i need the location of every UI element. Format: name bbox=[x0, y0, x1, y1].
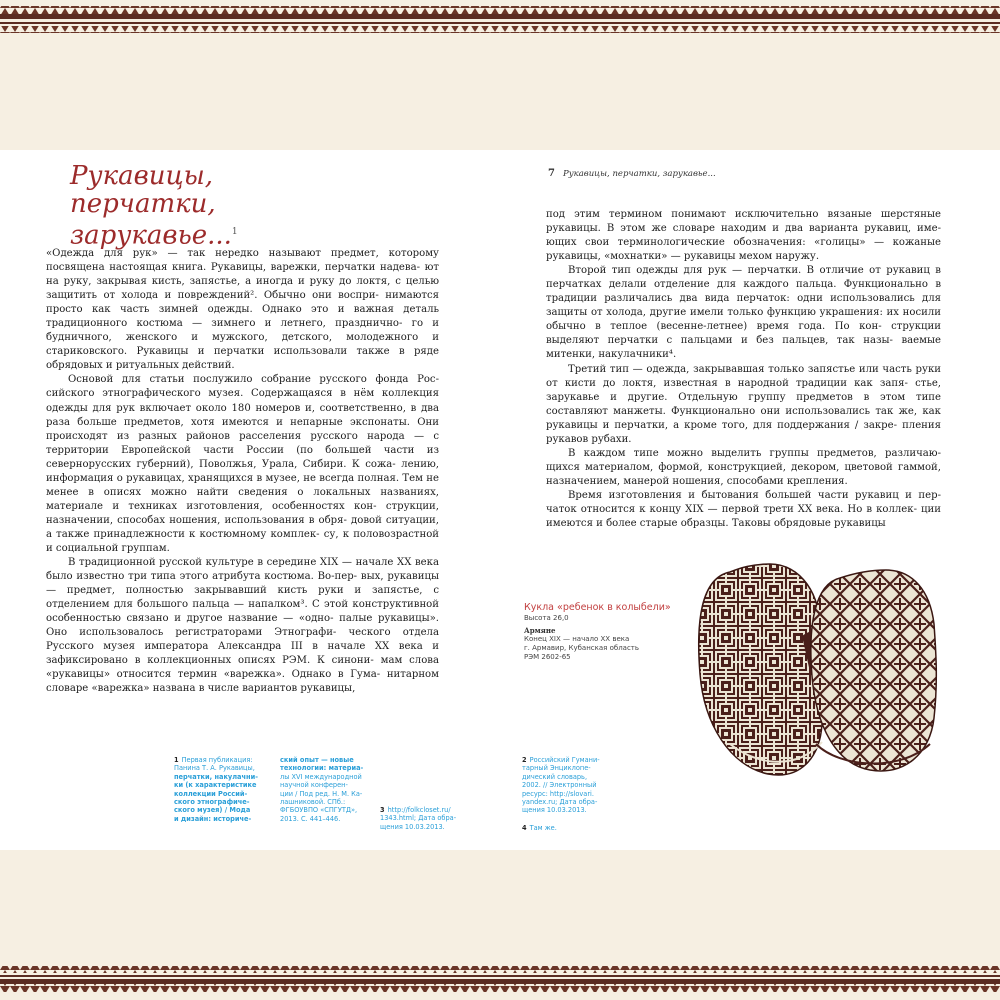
footnote-2-number: 2 bbox=[522, 756, 527, 764]
footnote-2-line-1: Российский Гумани- bbox=[529, 756, 600, 764]
article-title bbox=[70, 162, 330, 250]
knitted-mittens-image bbox=[690, 554, 950, 786]
right-column-text-line: в традиции различались два вида перчаток: одни использовались bbox=[546, 279, 941, 305]
right-column-text-line: гаммой, назначением, манерой ношения, способами крепления. bbox=[546, 461, 941, 487]
footnote-1b-line-1: ский опыт — новые bbox=[280, 756, 354, 764]
mitten-left bbox=[699, 564, 823, 775]
footnote-3-line-2: 1343.html; Дата обра- bbox=[380, 814, 457, 823]
right-column-text-line: щихся материалом, формой, конструкцией, декором, цветовой bbox=[546, 461, 893, 473]
left-column-text-line: струкции, назначении, способах ношения, использования в обря- bbox=[46, 500, 439, 526]
left-column-text-line: вых, рукавицы — предмет, полностью закрывавший кисть руки bbox=[46, 571, 439, 597]
right-column-text-line: ции имеются и более старые образцы. Таковы обрядовые рукавицы bbox=[546, 503, 941, 530]
footnote-1-line-8: и дизайн: историче- bbox=[174, 814, 252, 823]
left-column-text-line: и стариковского. Рукавицы и перчатки использовали также в ряде bbox=[46, 332, 439, 358]
right-column-text-line: рукавицы. В этом же словаре находим и два варианта рукавиц, име- bbox=[546, 223, 941, 235]
left-column-text-line: ческого отдела Русского музея императора Александра III в начале bbox=[46, 627, 439, 653]
left-column-text-line: посвящена настоящая книга. Рукавицы, варежки, перчатки надева- bbox=[46, 262, 421, 274]
left-column-text-line: В традиционной русской культуре в середине XIX — начале bbox=[68, 557, 394, 569]
left-column-paragraph bbox=[46, 373, 439, 556]
footnote-2-line-5: ресурс: http://slovari. bbox=[522, 789, 594, 798]
left-column-text-line: го и будничного, женского и мужского, детского, молодежного bbox=[46, 318, 439, 344]
footnote-2-line-2: тарный Энциклопе- bbox=[522, 764, 591, 773]
footnote-1b-line-5: ции / Под ред. Н. М. Ка- bbox=[280, 789, 363, 798]
page-number: 7 bbox=[548, 168, 555, 179]
left-column-text-line: с целью защитить от холода и повреждений². Обычно они воспри- bbox=[46, 276, 439, 302]
caption-title: Кукла «ребенок в колыбели» bbox=[524, 602, 671, 613]
left-column-text-line: XX века было известно три типа этого атрибута костюма. Во-пер- bbox=[46, 557, 439, 583]
footnote-2-line-6: yandex.ru; Дата обра- bbox=[522, 798, 598, 807]
footnote-1-line-1: Первая публикация: bbox=[181, 756, 253, 764]
right-column-paragraph bbox=[546, 208, 941, 264]
title-line-3: зарукавье... bbox=[70, 220, 232, 251]
left-column-text-line: нимаются просто как часть зимней одежды. Однако это и важная bbox=[46, 290, 439, 316]
footnote-2-line-4: 2002. // Электронный bbox=[522, 781, 597, 790]
right-column-text-line: пления рукавов рубахи. bbox=[546, 419, 941, 445]
left-column-text-line: довой ситуации, а также принадлежности к костюмному комплек- bbox=[46, 514, 439, 540]
left-column-text-line: и запястье, с отделением для большого пальца — напалком³. С этой bbox=[46, 585, 439, 611]
left-column-text-line: из севернорусских губерний), Поволжья, Урала, Сибири. К сожа- bbox=[46, 444, 439, 470]
footnote-3-line-1: http://folkcloset.ru/ bbox=[387, 806, 451, 814]
right-column-paragraph bbox=[546, 447, 941, 489]
bottom-border-ornament bbox=[0, 850, 1000, 1000]
right-column-paragraph bbox=[546, 489, 941, 531]
left-column-text-line: нитарном словаре «варежка» названа в числе вариантов рукавицы, bbox=[46, 669, 439, 695]
left-column-text-line: палые рукавицы». Оно использовалось регистраторами Этнографи- bbox=[46, 613, 439, 639]
left-column-text-line: полная. Тем не менее в описях можно найти сведения о локальных bbox=[46, 472, 439, 498]
footnote-2 bbox=[522, 756, 622, 815]
left-column-text-line: одежды для рук включает около 180 номеров и, соответственно, bbox=[46, 402, 406, 414]
left-column-text-line: «Одежда для рук» — так нередко называют предмет, которому bbox=[46, 248, 439, 259]
left-column-text-line: XX века и зафиксировано в коллекционных описях РЭМ. К синони- bbox=[46, 641, 439, 667]
right-column-text-line: В каждом типе можно выделить группы предметов, различаю- bbox=[568, 447, 941, 459]
right-column-text-line: струкции выделяют перчатки с пальцами и без пальцев, так назы- bbox=[546, 321, 941, 347]
running-head bbox=[548, 168, 716, 179]
running-head-text: Рукавицы, перчатки, зарукавье... bbox=[562, 169, 716, 179]
caption-detail-2: г. Армавир, Кубанская область bbox=[524, 644, 640, 652]
right-column-paragraph bbox=[546, 264, 941, 362]
footnote-1-number: 1 bbox=[174, 756, 179, 764]
footnote-3 bbox=[380, 806, 480, 831]
left-column-text-line: названиях, материале и техниках изготовления, особенностях кон- bbox=[46, 486, 439, 512]
left-column-paragraph bbox=[46, 247, 439, 373]
right-column-text-line: ваемые митенки, накулачники⁴. bbox=[546, 335, 941, 361]
left-column-text-line: мам слова «рукавицы» относится термин «варежка». Однако в Гума- bbox=[46, 655, 439, 681]
right-column-text-line: Третий тип — одежда, закрывавшая только запястье или часть bbox=[568, 363, 912, 375]
right-column-text-line: для защиты от холода, другие имели только функцию украшения: bbox=[546, 293, 941, 319]
right-column-text-line: под этим термином понимают исключительно вязаные шерстяные bbox=[546, 209, 941, 220]
right-column-text-line: Время изготовления и бытования большей части рукавиц и пер- bbox=[568, 489, 941, 501]
right-text-column bbox=[546, 208, 941, 531]
right-column-text-line: как рукавицы и перчатки, а кроме того, для поддержания / закре- bbox=[546, 405, 941, 431]
right-column-text-line: рукавицы, «мохнатки» — рукавицы мехом наружу. bbox=[546, 251, 820, 263]
caption-detail-3: РЭМ 2602-65 bbox=[524, 653, 571, 661]
footnote-4 bbox=[522, 824, 622, 832]
mitten-right bbox=[811, 570, 936, 771]
footnote-1b-line-7: ФГБОУВПО «СПГУТД», bbox=[280, 806, 358, 815]
right-column-text-line: стье, зарукавье и другие. Отдельную группу предметов в этом типе bbox=[546, 377, 942, 403]
left-column-text-line: с территории Европейской части России (по большей части bbox=[46, 430, 439, 456]
left-column-text-line: сийского этнографического музея. Содержащаяся в нём коллекция bbox=[46, 388, 439, 400]
title-note-marker: 1 bbox=[231, 227, 238, 237]
footnote-1-line-7: ского музея) / Мода bbox=[174, 806, 251, 815]
left-column-text-line: деталь традиционного костюма — зимнего и летнего, празднично- bbox=[46, 304, 439, 330]
footnote-1b-line-6: лашниковой. СПб.: bbox=[280, 798, 346, 807]
title-line-1: Рукавицы, bbox=[70, 161, 214, 191]
right-column-paragraph bbox=[546, 363, 941, 447]
left-column-text-line: в два раза больше предметов, хотя имеются и непарные экспонаты. bbox=[46, 402, 439, 428]
footnote-1-line-3: перчатки, накулачни- bbox=[174, 772, 258, 781]
top-decorative-border bbox=[0, 0, 1000, 150]
footnote-1-line-6: ского этнографиче- bbox=[174, 798, 250, 807]
figure-caption bbox=[524, 602, 674, 662]
book-spread bbox=[0, 150, 1000, 850]
left-column-text-line: лению, информация о рукавицах, хранящихся в музее, не всегда bbox=[46, 458, 439, 484]
left-column-text-line: Основой для статьи послужило собрание русского фонда Рос- bbox=[68, 374, 439, 386]
footnote-1b-line-2: технологии: материа- bbox=[280, 764, 364, 773]
title-line-2: перчатки, bbox=[70, 189, 216, 219]
right-column-text-line: их носили обычно в теплое (весенне-летнее) время года. По кон- bbox=[546, 307, 941, 333]
footnote-1b-line-3: лы XVI международной bbox=[280, 772, 362, 781]
bottom-decorative-border bbox=[0, 850, 1000, 1000]
right-column-text-line: ющих свои терминологические обозначения: «голицы» — кожаные bbox=[546, 237, 941, 249]
footnote-4-number: 4 bbox=[522, 824, 527, 832]
footnote-3-number: 3 bbox=[380, 806, 385, 814]
top-border-ornament bbox=[0, 0, 1000, 150]
footnote-1-continued bbox=[280, 756, 376, 823]
right-column-text-line: в перчатках делали отделение для каждого пальца. Функционально bbox=[546, 265, 941, 291]
left-column-text-line: конструктивной особенностью связано и другое название — «одно- bbox=[46, 599, 439, 625]
caption-place: Армяне bbox=[524, 626, 556, 635]
footnote-2-line-3: дический словарь, bbox=[522, 772, 588, 781]
footnote-1b-line-4: научной конферен- bbox=[280, 781, 348, 790]
right-column-text-line: составляют манжеты. Функционально они использовались так же, bbox=[546, 405, 918, 417]
left-column-text-line: обрядовых и ритуальных действий. bbox=[46, 360, 235, 372]
footnote-1b-line-8: 2013. С. 441–446. bbox=[280, 814, 341, 823]
right-column-text-line: чаток относится к концу XIX — первой трети XX века. Но в коллек- bbox=[546, 503, 917, 515]
right-column-text-line: руки от кисти до локтя, известная в народной традиции как запя- bbox=[546, 363, 941, 389]
left-column-text-line: Они происходят из разных районов расселения русского народа — bbox=[46, 416, 439, 442]
left-column-paragraph bbox=[46, 556, 439, 696]
footnote-4-line-1: Там же. bbox=[529, 824, 557, 832]
caption-detail-1: Конец XIX — начало XX века bbox=[524, 635, 630, 643]
left-column-text-line: су, к половозрастной и социальной группам. bbox=[46, 528, 439, 554]
footnote-3-line-3: щения 10.03.2013. bbox=[380, 822, 445, 831]
footnote-1-line-2: Панина Т. А. Рукавицы, bbox=[174, 764, 255, 773]
right-column-text-line: Второй тип одежды для рук — перчатки. В отличие от рукавиц bbox=[568, 265, 930, 277]
footnote-1-line-4: ки (к характеристике bbox=[174, 781, 257, 790]
footnote-2-line-7: щения 10.03.2013. bbox=[522, 806, 587, 815]
left-column-text-line: ют на руку, закрывая кисть, запястье, а иногда и руку до локтя, bbox=[46, 262, 439, 288]
caption-size: Высота 26,0 bbox=[524, 614, 569, 622]
left-text-column bbox=[46, 247, 439, 697]
footnote-1-line-5: коллекции Россий- bbox=[174, 789, 248, 798]
footnote-1 bbox=[174, 756, 274, 823]
